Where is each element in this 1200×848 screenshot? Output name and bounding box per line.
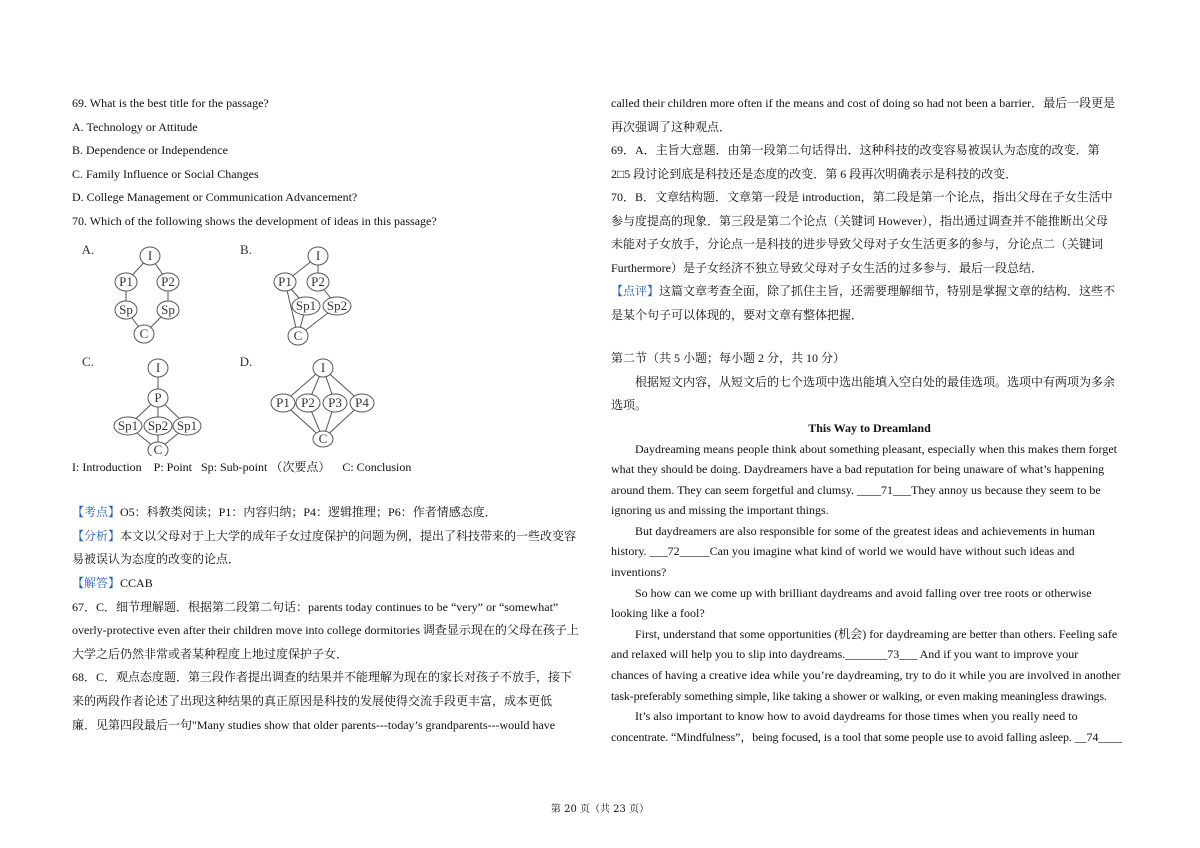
paragraph-4-cont: chances of having a creative idea while you’re daydreaming, try to do it while you are involved in another	[611, 668, 1121, 683]
diagram-c-node: Sp1	[176, 417, 198, 433]
jieda-text: CCAB	[120, 575, 153, 590]
paragraph-2-cont: inventions?	[611, 565, 667, 580]
page-footer: 第 20 页（共 23 页）	[550, 804, 650, 815]
dianping-text-cont: 是某个句子可以体现的，要对文章有整体把握．	[611, 307, 864, 322]
dianping-text: 这篇文章考查全面，除了抓住主旨，还需要理解细节，特别是掌握文章的结构．这些不	[659, 284, 1116, 298]
paragraph-5: It’s also important to know how to avoid daydreams for those times when you really need to	[635, 709, 1078, 724]
diagram-c-node: C	[153, 441, 163, 456]
paragraph-3: So how can we come up with brilliant daydreams and avoid falling over tree roots or otherwise	[635, 585, 1092, 600]
diagram-b-label: B.	[240, 241, 252, 257]
paragraph-1-cont: what they should be doing. Daydreamers have a bad reputation for being unaware of what’s happening	[611, 462, 1105, 477]
answer-68-cont: 廉．见第四段最后一句"Many studies show that older parents---today’s grandparents---would have	[72, 717, 556, 732]
answer-68: 68．C．观点态度题．第三段作者提出调查的结果并不能理解为现在的家长对孩子不放手，接下	[72, 670, 573, 685]
jieda-tag: 【解答】	[72, 575, 121, 590]
passage-title: This Way to Dreamland	[808, 420, 931, 435]
diagram-a-label: A.	[81, 241, 95, 257]
fenxi-text: 本文以父母对于上大学的成年子女过度保护的问题为例，提出了科技带来的一些改变容	[120, 528, 577, 543]
q70-stem: 70. Which of the following shows the development of ideas in this passage?	[72, 213, 437, 228]
diagram-c-node: Sp1	[117, 417, 139, 433]
diagram-svg	[78, 236, 458, 456]
right-column	[611, 92, 1128, 747]
paragraph-1-cont: ignoring us and missing the important things.	[611, 503, 829, 518]
paragraph-3-cont: looking like a fool?	[611, 606, 705, 621]
dianping-tag: 【点评】	[611, 284, 660, 298]
left-column	[72, 92, 590, 737]
blank-71: ____71___	[857, 482, 912, 497]
paragraph-2: But daydreamers are also responsible for some of the greatest ideas and achievements in human	[635, 523, 1095, 538]
diagram-b-node: Sp2	[326, 297, 348, 313]
instructions-cont: 选项。	[611, 398, 648, 412]
fenxi-tag: 【分析】	[72, 528, 121, 543]
diagram-a-node: Sp	[119, 301, 133, 317]
diagram-d-node: I	[320, 359, 326, 375]
instructions: 根据短文内容，从短文后的七个选项中选出能填入空白处的最佳选项。选项中有两项为多余	[635, 374, 1116, 389]
answer-70-cont: 参与度提高的现象．第三段是第二个论点（关键词 However），指出通过调查并不能推断出父母	[611, 213, 1108, 228]
kaodian-tag: 【考点】	[72, 505, 121, 520]
blank-73: _______73___	[845, 647, 918, 662]
kaodian-text: O5：科教类阅读；P1：内容归纳；P4：逻辑推理；P6：作者情感态度．	[120, 505, 497, 520]
diagram-a-node: P2	[161, 273, 175, 289]
diagram-b-node: C	[293, 327, 303, 343]
diagram-c-node: Sp2	[147, 417, 169, 433]
paragraph-1-cont: They annoy us because they seem to be	[911, 482, 1101, 497]
blank-74: __74____	[1074, 729, 1122, 744]
q69-option-b: B. Dependence or Independence	[72, 143, 228, 158]
paragraph-5-cont: concentrate. “Mindfulness”，being focused, is a tool that some people use to avoid falling asleep.	[611, 729, 1075, 744]
diagram-a-node: P1	[119, 273, 133, 289]
paragraph-1-cont: around them. They can seem forgetful and clumsy.	[611, 482, 858, 497]
q69-option-c: C. Family Influence or Social Changes	[72, 166, 259, 181]
paragraph-2-cont: Can you imagine what kind of world we would have without such ideas and	[709, 544, 1075, 559]
diagram-d-node: P3	[328, 394, 342, 410]
diagram-a-node: Sp	[161, 301, 175, 317]
diagram-d-node: C	[318, 430, 328, 446]
q69-option-a: A. Technology or Attitude	[72, 119, 198, 134]
paragraph-1: Daydreaming means people think about something pleasant, especially when this makes them forget	[635, 441, 1117, 456]
answer-67-cont: 大学之后仍然非常或者某种程度上地过度保护子女．	[72, 646, 349, 661]
answer-68-end: called their children more often if the means and cost of doing so had not been a barrier．最后一段更是	[611, 96, 1116, 110]
blank-72: ___72_____	[649, 544, 710, 559]
answer-68-cont: 来的两段作者论述了出现这种结果的真正原因是科技的发展使得交流手段更丰富，成本更低	[72, 693, 553, 708]
diagram-d-node: P1	[276, 394, 290, 410]
paragraph-4-cont: and relaxed will help you to slip into daydreams.	[611, 647, 846, 662]
paragraph-4: First, understand that some opportunities (机会) for daydreaming are better than others. Feeling safe	[635, 626, 1118, 641]
diagram-c-label: C.	[82, 353, 94, 369]
diagram-b-node: Sp1	[295, 297, 317, 313]
diagram-b-node: P1	[278, 273, 292, 289]
diagram-c-node: I	[155, 359, 161, 375]
answer-70: 70．B．文章结构题．文章第一段是 introduction，第二段是第一个论点，指出父母在子女生活中	[611, 190, 1113, 204]
answer-69-cont: 2□5 段讨论到底是科技还是态度的改变．第 6 段再次明确表示是科技的改变．	[611, 166, 1018, 181]
answer-67: 67．C．细节理解题．根据第二段第二句话：parents today continues to be “very” or “somewhat”	[72, 599, 559, 614]
section-heading: 第二节（共 5 小题；每小题 2 分，共 10 分）	[611, 351, 846, 365]
fenxi-text-cont: 易被误认为态度的改变的论点．	[72, 552, 241, 567]
answer-70-cont: Furthermore）是子女经济不独立导致父母对子女生活的过多参与．最后一段总结．	[611, 260, 1043, 275]
diagram-d-node: P4	[355, 394, 369, 410]
q69-stem: 69. What is the best title for the passage?	[72, 96, 269, 110]
diagram-a-node: I	[147, 247, 153, 263]
diagram-b-node: I	[315, 247, 321, 263]
diagram-a-node: C	[139, 325, 149, 341]
diagram-c-node: P	[154, 389, 162, 405]
paragraph-4-cont: task-preferably something simple, like taking a shower or walking, or even making meaningless drawings.	[611, 688, 1107, 703]
diagram-legend: I: Introduction P: Point Sp: Sub-point （次要点） C: Conclusion	[72, 459, 412, 474]
answer-68-end: 再次强调了这种观点．	[611, 119, 732, 134]
answer-70-cont: 未能对子女放手，分论点一是科技的进步导致父母对子女生活更多的参与，分论点二（关键词	[611, 237, 1104, 251]
structure-diagrams	[78, 236, 458, 456]
paragraph-2-cont: history.	[611, 544, 650, 559]
diagram-b-node: P2	[311, 273, 325, 289]
answer-67-cont: overly-protective even after their children move into college dormitories 调查显示现在的父母在孩子上	[72, 623, 579, 638]
answer-69: 69．A．主旨大意题．由第一段第二句话得出．这种科技的改变容易被误认为态度的改变．第	[611, 143, 1100, 157]
q69-option-d: D. College Management or Communication Advancement?	[72, 190, 358, 205]
paragraph-4-cont: And if you want to improve your	[917, 647, 1079, 662]
diagram-d-node: P2	[301, 394, 315, 410]
diagram-d-label: D.	[239, 353, 253, 369]
